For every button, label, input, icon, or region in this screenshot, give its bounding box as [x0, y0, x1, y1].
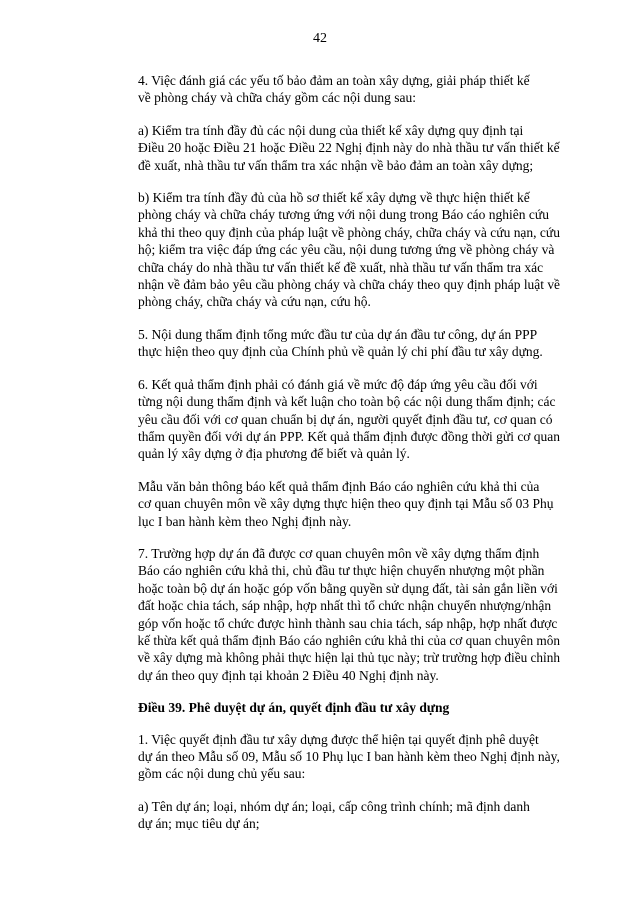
- paragraph-line: 5. Nội dung thẩm định tổng mức đầu tư của dự án đầu tư công, dự án PPP: [138, 326, 538, 342]
- paragraph-line: 1. Việc quyết định đầu tư xây dựng được thể hiện tại quyết định phê duyệt: [138, 731, 539, 747]
- paragraph-line: dự án; mục tiêu dự án;: [138, 816, 260, 832]
- paragraph-line: về phòng cháy và chữa cháy gồm các nội dung sau:: [138, 90, 416, 106]
- paragraph-line: đề xuất, nhà thầu tư vấn thẩm tra xác nhận về bảo đảm an toàn xây dựng;: [138, 157, 534, 173]
- paragraph-line: chữa cháy do nhà thầu tư vấn thiết kế đề xuất, nhà thầu tư vấn thẩm tra xác: [138, 259, 544, 275]
- paragraph: [110, 798, 560, 833]
- paragraph: [110, 478, 560, 530]
- paragraph: [110, 545, 560, 684]
- paragraph-line: phòng cháy và chữa cháy tương ứng với nội dung trong Báo cáo nghiên cứu: [138, 207, 549, 223]
- paragraph-line: Điều 39. Phê duyệt dự án, quyết định đầu tư xây dựng: [138, 700, 450, 716]
- paragraph: [110, 326, 560, 361]
- paragraph-line: lục I ban hành kèm theo Nghị định này.: [138, 513, 352, 529]
- page-number: 42: [313, 31, 327, 46]
- paragraph-line: gồm các nội dung chủ yếu sau:: [138, 766, 306, 782]
- paragraph-line: dự án theo quy định tại khoản 2 Điều 40 Nghị định này.: [138, 667, 439, 683]
- paragraph-line: b) Kiểm tra tính đầy đủ của hồ sơ thiết kế xây dựng về thực hiện thiết kế: [138, 190, 530, 206]
- paragraph-line: Điều 20 hoặc Điều 21 hoặc Điều 22 Nghị định này do nhà thầu tư vấn thiết kế: [138, 140, 560, 156]
- paragraph-line: a) Tên dự án; loại, nhóm dự án; loại, cấp công trình chính; mã định danh: [138, 798, 530, 814]
- paragraph: [110, 376, 560, 463]
- paragraph-line: đất hoặc chia tách, sáp nhập, hợp nhất thì tổ chức nhận chuyển nhượng/nhận: [138, 598, 552, 614]
- paragraph: [110, 72, 560, 107]
- paragraph: [110, 189, 560, 311]
- paragraph-line: khả thi theo quy định của pháp luật về phòng cháy, chữa cháy và cứu nạn, cứu: [137, 224, 560, 240]
- paragraph-line: thẩm quyền đối với dự án PPP. Kết quả thẩm định được đồng thời gửi cơ quan: [137, 428, 561, 444]
- paragraph-line: dự án theo Mẫu số 09, Mẫu số 10 Phụ lục I ban hành kèm theo Nghị định này,: [138, 749, 560, 764]
- paragraph-line: hoặc toàn bộ dự án hoặc góp vốn bằng quyền sử dụng đất, tài sản gắn liền với: [138, 580, 558, 596]
- paragraph-line: 4. Việc đánh giá các yếu tố bảo đảm an toàn xây dựng, giải pháp thiết kế: [138, 73, 530, 88]
- paragraph-line: 7. Trường hợp dự án đã được cơ quan chuyên môn về xây dựng thẩm định: [138, 545, 540, 561]
- paragraph-line: Mẫu văn bản thông báo kết quả thẩm định Báo cáo nghiên cứu khả thi của: [138, 478, 540, 494]
- paragraph-line: 6. Kết quả thẩm định phải có đánh giá về mức độ đáp ứng yêu cầu đối với: [138, 376, 538, 392]
- document-body: [110, 72, 560, 848]
- paragraph-line: hộ; kiểm tra việc đáp ứng các yêu cầu, nội dung tương ứng về phòng cháy và: [138, 242, 555, 258]
- paragraph-line: từng nội dung thẩm định và kết luận cho toàn bộ các nội dung thẩm định; các: [138, 394, 556, 410]
- paragraph: [110, 731, 560, 783]
- paragraph-line: nhận về đảm bảo yêu cầu phòng cháy và chữa cháy theo quy định pháp luật về: [137, 277, 561, 293]
- paragraph-line: góp vốn hoặc tổ chức được hình thành sau chia tách, sáp nhập, hợp nhất được: [138, 615, 558, 631]
- paragraph-line: Báo cáo nghiên cứu khả thi, chủ đầu tư thực hiện chuyển nhượng một phần: [138, 563, 545, 579]
- paragraph-line: yêu cầu đối với cơ quan chuẩn bị dự án, người quyết định đầu tư, cơ quan có: [138, 411, 553, 427]
- paragraph-line: thực hiện theo quy định của Chính phủ về quản lý chi phí đầu tư xây dựng.: [138, 344, 543, 360]
- article-heading: [110, 699, 560, 716]
- paragraph-line: về xây dựng mà không phải thực hiện lại thủ tục này; trừ trường hợp điều chỉnh: [137, 650, 560, 666]
- paragraph-line: phòng cháy, chữa cháy và cứu nạn, cứu hộ.: [138, 294, 371, 310]
- paragraph-line: quản lý xây dựng ở địa phương để biết và quản lý.: [138, 446, 410, 462]
- paragraph-line: kế thừa kết quả thẩm định Báo cáo nghiên cứu khả thi của cơ quan chuyên môn: [137, 632, 561, 648]
- paragraph-line: a) Kiểm tra tính đầy đủ các nội dung của thiết kế xây dựng quy định tại: [138, 122, 524, 138]
- paragraph-line: cơ quan chuyên môn về xây dựng thực hiện theo quy định tại Mẫu số 03 Phụ: [138, 496, 554, 512]
- paragraph: [110, 122, 560, 174]
